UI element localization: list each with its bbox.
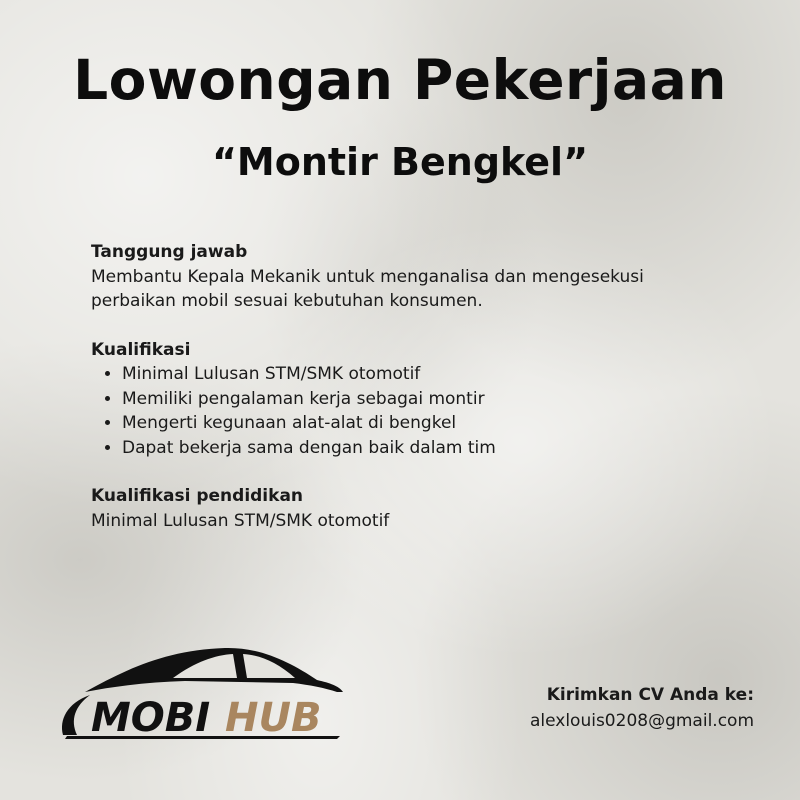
responsibility-heading: Tanggung jawab xyxy=(91,242,248,262)
list-item: • Memiliki pengalaman kerja sebagai montir xyxy=(122,387,731,412)
job-description xyxy=(91,240,731,533)
logo-text-hub: HUB xyxy=(225,695,322,740)
mobihub-logo xyxy=(55,640,355,740)
contact-email[interactable]: alexlouis0208@gmail.com xyxy=(529,711,754,731)
job-subtitle: “Montir Bengkel” xyxy=(211,140,589,184)
education-heading: Kualifikasi pendidikan xyxy=(91,486,304,506)
responsibility-text: Membantu Kepala Mekanik untuk menganalisa dan mengesekusi perbaikan mobil sesuai kebutuhan konsumen. xyxy=(91,266,644,311)
contact-label: Kirimkan CV Anda ke: xyxy=(546,685,754,705)
page-title: Lowongan Pekerjaan xyxy=(73,48,727,112)
logo-text-mobi: MOBI xyxy=(91,695,211,740)
list-item: • Minimal Lulusan STM/SMK otomotif xyxy=(122,362,731,387)
education-text: Minimal Lulusan STM/SMK otomotif xyxy=(91,510,390,531)
spacer xyxy=(91,460,731,484)
qualifications-list xyxy=(91,362,731,460)
spacer xyxy=(91,314,731,338)
list-item: • Dapat bekerja sama dengan baik dalam tim xyxy=(122,436,731,461)
qualifications-heading: Kualifikasi xyxy=(91,339,191,360)
contact-block xyxy=(530,682,754,734)
list-item: • Mengerti kegunaan alat-alat di bengkel xyxy=(122,411,731,436)
